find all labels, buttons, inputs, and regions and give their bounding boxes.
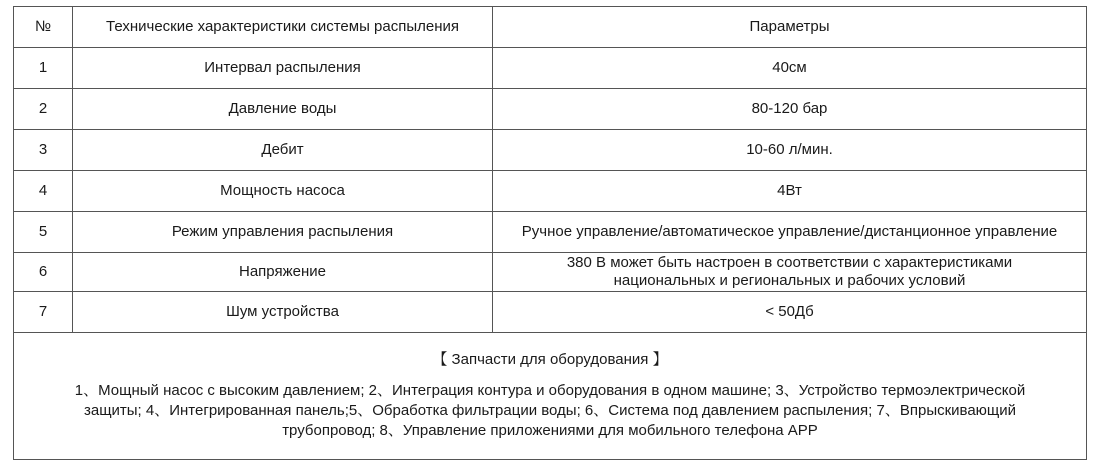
row-value: Ручное управление/автоматическое управление/дистанционное управление bbox=[493, 212, 1087, 253]
row-num: 6 bbox=[14, 253, 73, 292]
row-name: Напряжение bbox=[73, 253, 493, 292]
row-name: Интервал распыления bbox=[73, 48, 493, 89]
parts-cell bbox=[14, 333, 1087, 460]
row-value: < 50Дб bbox=[493, 292, 1087, 333]
row-num: 4 bbox=[14, 171, 73, 212]
row-name: Давление воды bbox=[73, 89, 493, 130]
table-row bbox=[14, 212, 1087, 253]
row-value: 10-60 л/мин. bbox=[493, 130, 1087, 171]
row-num: 3 bbox=[14, 130, 73, 171]
row-name: Мощность насоса bbox=[73, 171, 493, 212]
row-value bbox=[493, 253, 1087, 292]
table-row bbox=[14, 130, 1087, 171]
parts-list: 1、Мощный насос с высоким давлением; 2、Интеграция контура и оборудования в одном машине; 3、Устройство термоэлектрической защиты; 4、Интегрированная панель;5、Обработка фильтрации воды; 6、Система под давлением распыления; 7、Впрыскивающий трубопровод; 8、Управление приложениями для мобильного телефона APP bbox=[74, 382, 1026, 439]
spec-sheet bbox=[13, 6, 1086, 460]
table-header-row bbox=[14, 7, 1087, 48]
row-num: 2 bbox=[14, 89, 73, 130]
table-row bbox=[14, 292, 1087, 333]
row-num: 7 bbox=[14, 292, 73, 333]
row-value: 40см bbox=[493, 48, 1087, 89]
row-value-line: национальных и региональных и рабочих условий bbox=[613, 272, 966, 289]
row-value-line: 380 В может быть настроен в соответствии с характеристиками bbox=[566, 254, 1013, 271]
header-num: № bbox=[14, 7, 73, 48]
row-value: 80-120 бар bbox=[493, 89, 1087, 130]
row-name: Дебит bbox=[73, 130, 493, 171]
row-name: Шум устройства bbox=[73, 292, 493, 333]
header-characteristic: Технические характеристики системы распыления bbox=[73, 7, 493, 48]
table-row bbox=[14, 171, 1087, 212]
row-num: 5 bbox=[14, 212, 73, 253]
row-name: Режим управления распыления bbox=[73, 212, 493, 253]
parts-title: 【 Запчасти для оборудования 】 bbox=[432, 351, 668, 368]
header-parameters: Параметры bbox=[493, 7, 1087, 48]
table-row bbox=[14, 48, 1087, 89]
table-row bbox=[14, 89, 1087, 130]
table-row bbox=[14, 253, 1087, 292]
parts-row bbox=[14, 333, 1087, 460]
row-num: 1 bbox=[14, 48, 73, 89]
row-value: 4Вт bbox=[493, 171, 1087, 212]
spec-table bbox=[13, 6, 1087, 460]
